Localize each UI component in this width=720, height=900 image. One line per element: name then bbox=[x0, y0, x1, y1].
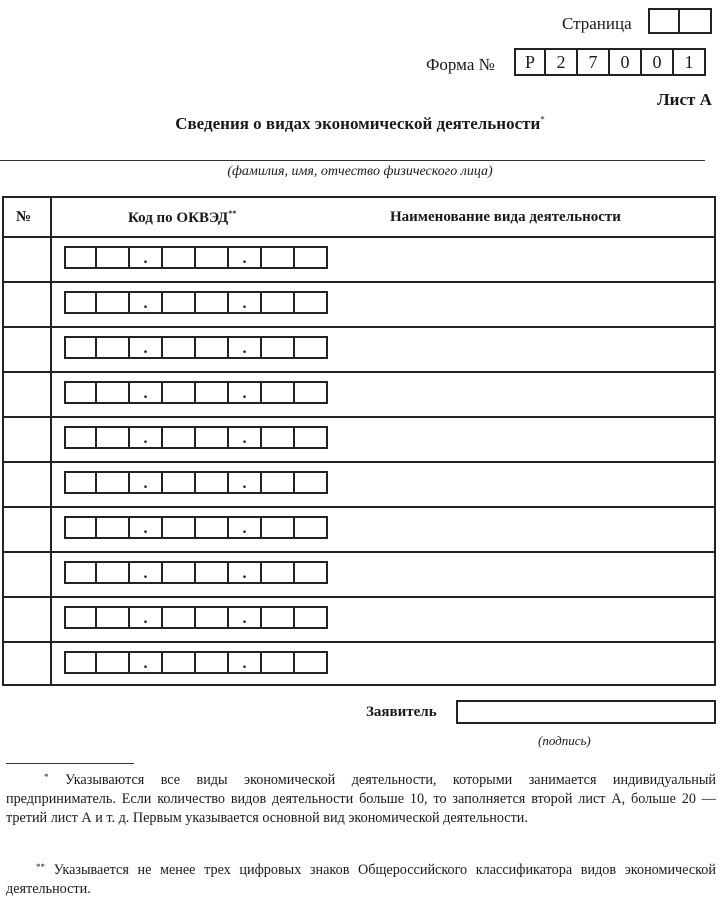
okved-code-input[interactable] bbox=[64, 291, 328, 314]
okved-code-cell[interactable] bbox=[295, 651, 328, 674]
table-row bbox=[4, 238, 714, 283]
table-row bbox=[4, 598, 714, 643]
footnote-1-text: Указываются все виды экономической деятельности, которыми занимается индивидуальный предприниматель. Если количество видов деятельности больше 10, то заполняется второй лист А, больше 20 — третий лист А и т. д. Первым указывается основной вид экономической деятельности. bbox=[6, 772, 716, 826]
okved-code-cell[interactable] bbox=[196, 291, 229, 314]
okved-code-cell[interactable] bbox=[229, 606, 262, 629]
okved-code-cell[interactable] bbox=[163, 471, 196, 494]
okved-code-input[interactable] bbox=[64, 651, 328, 674]
code-separator: . bbox=[143, 564, 148, 582]
okved-code-cell[interactable] bbox=[196, 516, 229, 539]
okved-code-cell[interactable] bbox=[196, 606, 229, 629]
okved-code-cell[interactable] bbox=[196, 336, 229, 359]
code-separator: . bbox=[242, 429, 247, 447]
code-separator: . bbox=[143, 519, 148, 537]
table-row bbox=[4, 418, 714, 463]
okved-code-cell[interactable] bbox=[130, 426, 163, 449]
activity-name-field[interactable] bbox=[344, 565, 704, 585]
table-row bbox=[4, 508, 714, 553]
activity-name-field[interactable] bbox=[344, 430, 704, 450]
activity-name-field[interactable] bbox=[344, 250, 704, 270]
okved-code-cell[interactable] bbox=[229, 426, 262, 449]
okved-code-cell[interactable] bbox=[130, 336, 163, 359]
okved-code-cell[interactable] bbox=[97, 426, 130, 449]
code-separator: . bbox=[242, 339, 247, 357]
okved-code-cell[interactable] bbox=[229, 291, 262, 314]
okved-code-cell[interactable] bbox=[295, 336, 328, 359]
okved-code-cell[interactable] bbox=[262, 291, 295, 314]
okved-code-cell[interactable] bbox=[295, 426, 328, 449]
okved-code-cell[interactable] bbox=[130, 561, 163, 584]
applicant-label: Заявитель bbox=[366, 704, 437, 720]
header-code bbox=[128, 209, 236, 227]
form-label: Форма № bbox=[426, 55, 495, 74]
okved-code-cell[interactable] bbox=[196, 381, 229, 404]
okved-code-cell[interactable] bbox=[163, 426, 196, 449]
code-separator: . bbox=[143, 654, 148, 672]
okved-code-cell[interactable] bbox=[97, 246, 130, 269]
activities-table bbox=[2, 196, 716, 686]
okved-code-cell[interactable] bbox=[97, 336, 130, 359]
okved-code-cell[interactable] bbox=[262, 426, 295, 449]
activity-name-field[interactable] bbox=[344, 340, 704, 360]
okved-code-cell[interactable] bbox=[130, 246, 163, 269]
okved-code-cell[interactable] bbox=[130, 606, 163, 629]
okved-code-cell[interactable] bbox=[229, 651, 262, 674]
okved-code-cell[interactable] bbox=[97, 516, 130, 539]
name-caption: (фамилия, имя, отчество физического лица) bbox=[227, 164, 493, 179]
okved-code-input[interactable] bbox=[64, 381, 328, 404]
table-row bbox=[4, 328, 714, 373]
okved-code-cell[interactable] bbox=[196, 471, 229, 494]
okved-code-cell[interactable] bbox=[295, 291, 328, 314]
form-cell: 7 bbox=[578, 48, 610, 76]
code-separator: . bbox=[242, 384, 247, 402]
page-label: Страница bbox=[562, 14, 632, 33]
code-separator: . bbox=[242, 474, 247, 492]
activity-name-field[interactable] bbox=[344, 520, 704, 540]
code-separator: . bbox=[143, 609, 148, 627]
activity-name-field[interactable] bbox=[344, 295, 704, 315]
sheet-label: Лист А bbox=[657, 90, 712, 109]
okved-code-cell[interactable] bbox=[64, 426, 97, 449]
code-separator: . bbox=[143, 474, 148, 492]
header-code-label: Код по ОКВЭД bbox=[128, 210, 229, 226]
okved-code-cell[interactable] bbox=[229, 561, 262, 584]
okved-code-cell[interactable] bbox=[163, 516, 196, 539]
table-row bbox=[4, 643, 714, 688]
okved-code-input[interactable] bbox=[64, 246, 328, 269]
okved-code-input[interactable] bbox=[64, 516, 328, 539]
table-row bbox=[4, 283, 714, 328]
code-separator: . bbox=[143, 339, 148, 357]
okved-code-cell[interactable] bbox=[64, 381, 97, 404]
okved-code-cell[interactable] bbox=[295, 561, 328, 584]
okved-code-cell[interactable] bbox=[229, 246, 262, 269]
signature-caption: (подпись) bbox=[538, 733, 591, 748]
okved-code-cell[interactable] bbox=[64, 471, 97, 494]
okved-code-cell[interactable] bbox=[196, 426, 229, 449]
title-footnote-mark: * bbox=[540, 114, 545, 125]
code-separator: . bbox=[143, 429, 148, 447]
okved-code-cell[interactable] bbox=[229, 336, 262, 359]
okved-code-cell[interactable] bbox=[130, 381, 163, 404]
footnote-2-mark: ** bbox=[36, 862, 45, 872]
footnote-2-text: Указывается не менее трех цифровых знаков Общероссийского классификатора видов экономической деятельности. bbox=[6, 862, 716, 897]
okved-code-cell[interactable] bbox=[262, 561, 295, 584]
okved-code-cell[interactable] bbox=[97, 381, 130, 404]
okved-code-cell[interactable] bbox=[229, 381, 262, 404]
okved-code-cell[interactable] bbox=[262, 381, 295, 404]
header-number: № bbox=[16, 209, 32, 225]
okved-code-cell[interactable] bbox=[163, 606, 196, 629]
okved-code-input[interactable] bbox=[64, 471, 328, 494]
table-row bbox=[4, 553, 714, 598]
okved-code-cell[interactable] bbox=[229, 471, 262, 494]
form-number-boxes bbox=[514, 48, 706, 76]
okved-code-cell[interactable] bbox=[163, 561, 196, 584]
okved-code-cell[interactable] bbox=[262, 606, 295, 629]
header-code-mark: ** bbox=[228, 209, 237, 218]
okved-code-input[interactable] bbox=[64, 426, 328, 449]
okved-code-cell[interactable] bbox=[130, 471, 163, 494]
okved-code-cell[interactable] bbox=[64, 291, 97, 314]
page-cell-1[interactable] bbox=[648, 8, 680, 34]
header-activity-name: Наименование вида деятельности bbox=[390, 209, 621, 225]
footnote-divider bbox=[6, 763, 134, 764]
page-title bbox=[0, 114, 720, 134]
okved-code-cell[interactable] bbox=[295, 516, 328, 539]
code-separator: . bbox=[242, 564, 247, 582]
code-separator: . bbox=[143, 249, 148, 267]
okved-code-cell[interactable] bbox=[295, 246, 328, 269]
okved-code-cell[interactable] bbox=[97, 561, 130, 584]
form-cell: 0 bbox=[610, 48, 642, 76]
footnote-1-mark: * bbox=[44, 772, 49, 782]
okved-code-cell[interactable] bbox=[64, 561, 97, 584]
code-separator: . bbox=[242, 609, 247, 627]
signature-field[interactable] bbox=[456, 700, 716, 724]
activity-name-field[interactable] bbox=[344, 610, 704, 630]
okved-code-cell[interactable] bbox=[163, 336, 196, 359]
footnote-2 bbox=[6, 858, 716, 899]
okved-code-cell[interactable] bbox=[130, 291, 163, 314]
okved-code-cell[interactable] bbox=[64, 516, 97, 539]
okved-code-cell[interactable] bbox=[295, 471, 328, 494]
okved-code-cell[interactable] bbox=[64, 336, 97, 359]
okved-code-cell[interactable] bbox=[262, 336, 295, 359]
okved-code-cell[interactable] bbox=[196, 246, 229, 269]
okved-code-cell[interactable] bbox=[196, 561, 229, 584]
okved-code-input[interactable] bbox=[64, 561, 328, 584]
okved-code-input[interactable] bbox=[64, 606, 328, 629]
code-separator: . bbox=[242, 294, 247, 312]
code-separator: . bbox=[242, 519, 247, 537]
form-cell: 2 bbox=[546, 48, 578, 76]
okved-code-cell[interactable] bbox=[64, 246, 97, 269]
okved-code-cell[interactable] bbox=[130, 516, 163, 539]
okved-code-cell[interactable] bbox=[97, 471, 130, 494]
okved-code-cell[interactable] bbox=[163, 246, 196, 269]
okved-code-cell[interactable] bbox=[97, 291, 130, 314]
form-cell: 1 bbox=[674, 48, 706, 76]
code-separator: . bbox=[143, 384, 148, 402]
okved-code-cell[interactable] bbox=[163, 291, 196, 314]
code-separator: . bbox=[242, 249, 247, 267]
okved-code-input[interactable] bbox=[64, 336, 328, 359]
page-number-boxes[interactable] bbox=[648, 8, 712, 34]
form-cell: 0 bbox=[642, 48, 674, 76]
name-line[interactable] bbox=[0, 160, 705, 161]
okved-code-cell[interactable] bbox=[97, 651, 130, 674]
okved-code-cell[interactable] bbox=[262, 246, 295, 269]
okved-code-cell[interactable] bbox=[97, 606, 130, 629]
form-cell: Р bbox=[514, 48, 546, 76]
okved-code-cell[interactable] bbox=[262, 651, 295, 674]
footnote-1 bbox=[6, 768, 716, 828]
okved-code-cell[interactable] bbox=[295, 381, 328, 404]
activity-name-field[interactable] bbox=[344, 475, 704, 495]
activity-name-field[interactable] bbox=[344, 385, 704, 405]
page-cell-2[interactable] bbox=[680, 8, 712, 34]
okved-code-cell[interactable] bbox=[262, 471, 295, 494]
okved-code-cell[interactable] bbox=[262, 516, 295, 539]
okved-code-cell[interactable] bbox=[64, 651, 97, 674]
okved-code-cell[interactable] bbox=[163, 381, 196, 404]
activity-name-field[interactable] bbox=[344, 655, 704, 675]
okved-code-cell[interactable] bbox=[130, 651, 163, 674]
okved-code-cell[interactable] bbox=[229, 516, 262, 539]
okved-code-cell[interactable] bbox=[295, 606, 328, 629]
title-text: Сведения о видах экономической деятельности bbox=[175, 114, 541, 133]
okved-code-cell[interactable] bbox=[163, 651, 196, 674]
table-header bbox=[4, 198, 714, 238]
code-separator: . bbox=[242, 654, 247, 672]
code-separator: . bbox=[143, 294, 148, 312]
okved-code-cell[interactable] bbox=[64, 606, 97, 629]
table-row bbox=[4, 373, 714, 418]
table-row bbox=[4, 463, 714, 508]
okved-code-cell[interactable] bbox=[196, 651, 229, 674]
